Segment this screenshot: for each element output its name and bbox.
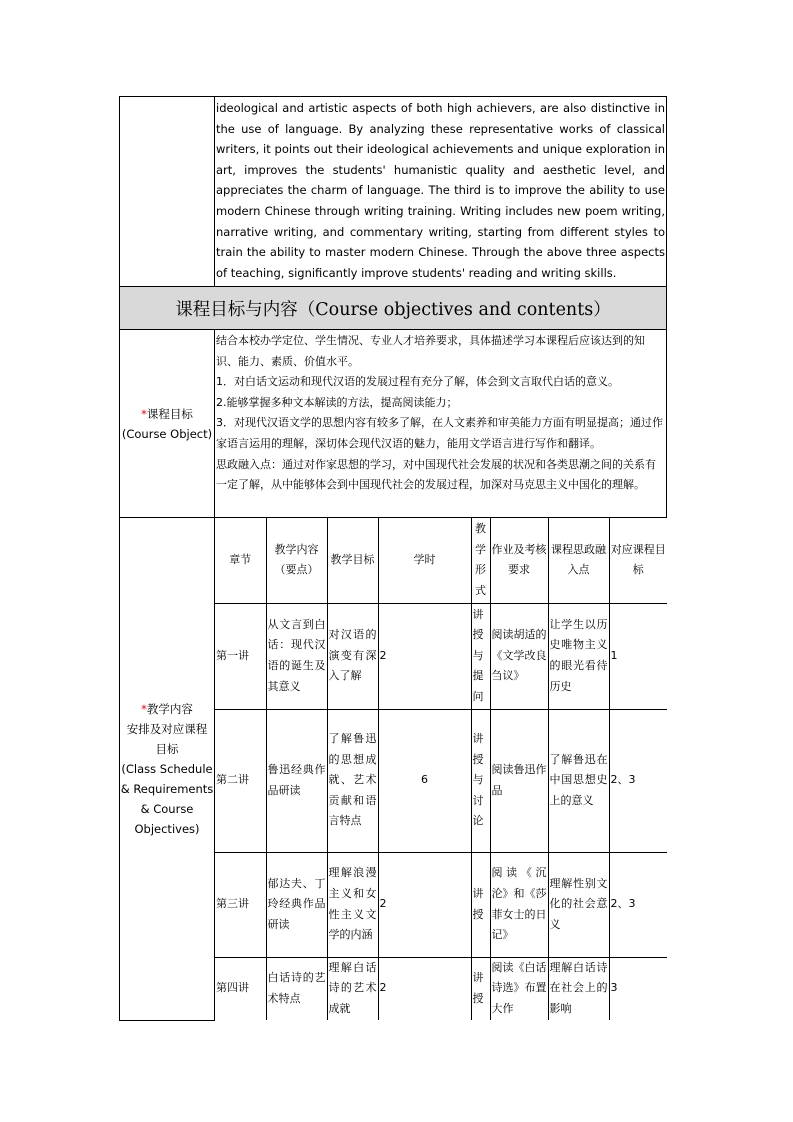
- objectives-label-en: (Course Object): [121, 426, 213, 441]
- method-cell: 讲授: [471, 852, 490, 957]
- target-cell: 2、3: [609, 852, 667, 957]
- header-target: 对应课程目标: [609, 518, 667, 603]
- method-cell: 讲授: [471, 957, 490, 1020]
- chapter-cell: 第二讲: [215, 709, 266, 852]
- table-row: [215, 603, 667, 709]
- hours-cell: 2: [378, 603, 471, 709]
- method-cell: 讲授与讨论: [471, 709, 490, 852]
- target-cell: 2、3: [609, 709, 667, 852]
- objective-line: 2.能够掌握多种文本解读的方法，提高阅读能力；: [216, 395, 458, 409]
- intro-label-cell: [120, 97, 215, 287]
- goal-cell: 了解鲁迅的思想成就、艺术贡献和语言特点: [327, 709, 378, 852]
- target-cell: 3: [609, 957, 667, 1020]
- objectives-text: [215, 330, 667, 518]
- hours-cell: 2: [378, 957, 471, 1020]
- content-cell: 郁达夫、丁玲经典作品研读: [266, 852, 327, 957]
- required-mark: *: [141, 406, 147, 421]
- header-homework: 作业及考核要求: [490, 518, 548, 603]
- content-cell: 鲁迅经典作品研读: [266, 709, 327, 852]
- schedule-header-row: [215, 518, 667, 603]
- schedule-label-line: 目标: [155, 741, 179, 756]
- goal-cell: 理解浪漫主义和女性主义文学的内涵: [327, 852, 378, 957]
- objective-line: 思政融入点：通过对作家思想的学习，对中国现代社会发展的状况和各类思潮之间的关系有一定了解，从中能够体会到中国现代社会的发展过程，加深对马克思主义中国化的理解。: [216, 457, 656, 492]
- header-goal: 教学目标: [327, 518, 378, 603]
- ideology-cell: 了解鲁迅在中国思想史上的意义: [548, 709, 609, 852]
- schedule-label-line: (Class Schedule: [121, 761, 213, 776]
- objective-line: 结合本校办学定位、学生情况、专业人才培养要求，具体描述学习本课程后应该达到的知识、能力、素质、价值水平。: [216, 334, 645, 368]
- content-cell: 从文言到白话：现代汉语的诞生及其意义: [266, 603, 327, 709]
- hours-cell: 6: [378, 709, 471, 852]
- table-row: [215, 709, 667, 852]
- goal-cell: 理解白话诗的艺术成就: [327, 957, 378, 1020]
- goal-cell: 对汉语的演变有深入了解: [327, 603, 378, 709]
- homework-cell: 阅读胡适的《文学改良刍议》: [490, 603, 548, 709]
- header-chapter: 章节: [215, 518, 266, 603]
- method-cell: 讲授与提问: [471, 603, 490, 709]
- schedule-table: [215, 518, 667, 1020]
- course-description-text: ideological and artistic aspects of both high achievers, are also distinctive in the use of language. By analyzing these representative works of classical writers, it points out their ideological achievements and unique exploration in art, improves the students' humanistic quality and aesthetic level, and appreciates the charm of language. The third is to improve the ability to use modern Chinese through writing training. Writing includes new poem writing, narrative writing, and commentary writing, starting from different styles to train the ability to master modern Chinese. Through the above three aspects of teaching, significantly improve students' reading and writing skills.: [215, 97, 667, 287]
- header-method: 教学形式: [471, 518, 490, 603]
- homework-cell: 阅读鲁迅作品: [490, 709, 548, 852]
- header-ideology: 课程思政融入点: [548, 518, 609, 603]
- homework-cell: 阅读《白话诗选》布置大作: [490, 957, 548, 1020]
- chapter-cell: 第三讲: [215, 852, 266, 957]
- header-hours: 学时: [378, 518, 471, 603]
- chapter-cell: 第一讲: [215, 603, 266, 709]
- ideology-cell: 让学生以历史唯物主义的眼光看待历史: [548, 603, 609, 709]
- schedule-label-line: 安排及对应课程: [126, 721, 208, 736]
- required-mark: *: [141, 701, 147, 716]
- schedule-label-line: 教学内容: [146, 701, 193, 716]
- table-row: [215, 957, 667, 1020]
- chapter-cell: 第四讲: [215, 957, 266, 1020]
- objective-line: 1．对白话文运动和现代汉语的发展过程有充分了解，体会到文言取代白话的意义。: [216, 375, 619, 389]
- schedule-label: [120, 518, 215, 1021]
- homework-cell: 阅读《沉沦》和《莎菲女士的日记》: [490, 852, 548, 957]
- table-row: [215, 852, 667, 957]
- content-cell: 白话诗的艺术特点: [266, 957, 327, 1020]
- objective-line: 3．对现代汉语文学的思想内容有较多了解，在人文素养和审美能力方面有明显提高；通过作家语言运用的理解，深切体会现代汉语的魅力，能用文学语言进行写作和翻译。: [216, 416, 663, 450]
- syllabus-table: [119, 96, 667, 1021]
- ideology-cell: 理解白话诗在社会上的影响: [548, 957, 609, 1020]
- schedule-container: [215, 518, 667, 1021]
- hours-cell: 2: [378, 852, 471, 957]
- section-title: 课程目标与内容（Course objectives and contents）: [120, 287, 667, 330]
- objectives-label: [120, 330, 215, 518]
- schedule-label-line: & Course: [140, 801, 194, 816]
- objectives-label-cn: 课程目标: [146, 406, 193, 421]
- schedule-label-line: & Requirements: [120, 781, 214, 796]
- target-cell: 1: [609, 603, 667, 709]
- header-content: 教学内容（要点）: [266, 518, 327, 603]
- ideology-cell: 理解性别文化的社会意义: [548, 852, 609, 957]
- schedule-label-line: Objectives): [134, 821, 200, 836]
